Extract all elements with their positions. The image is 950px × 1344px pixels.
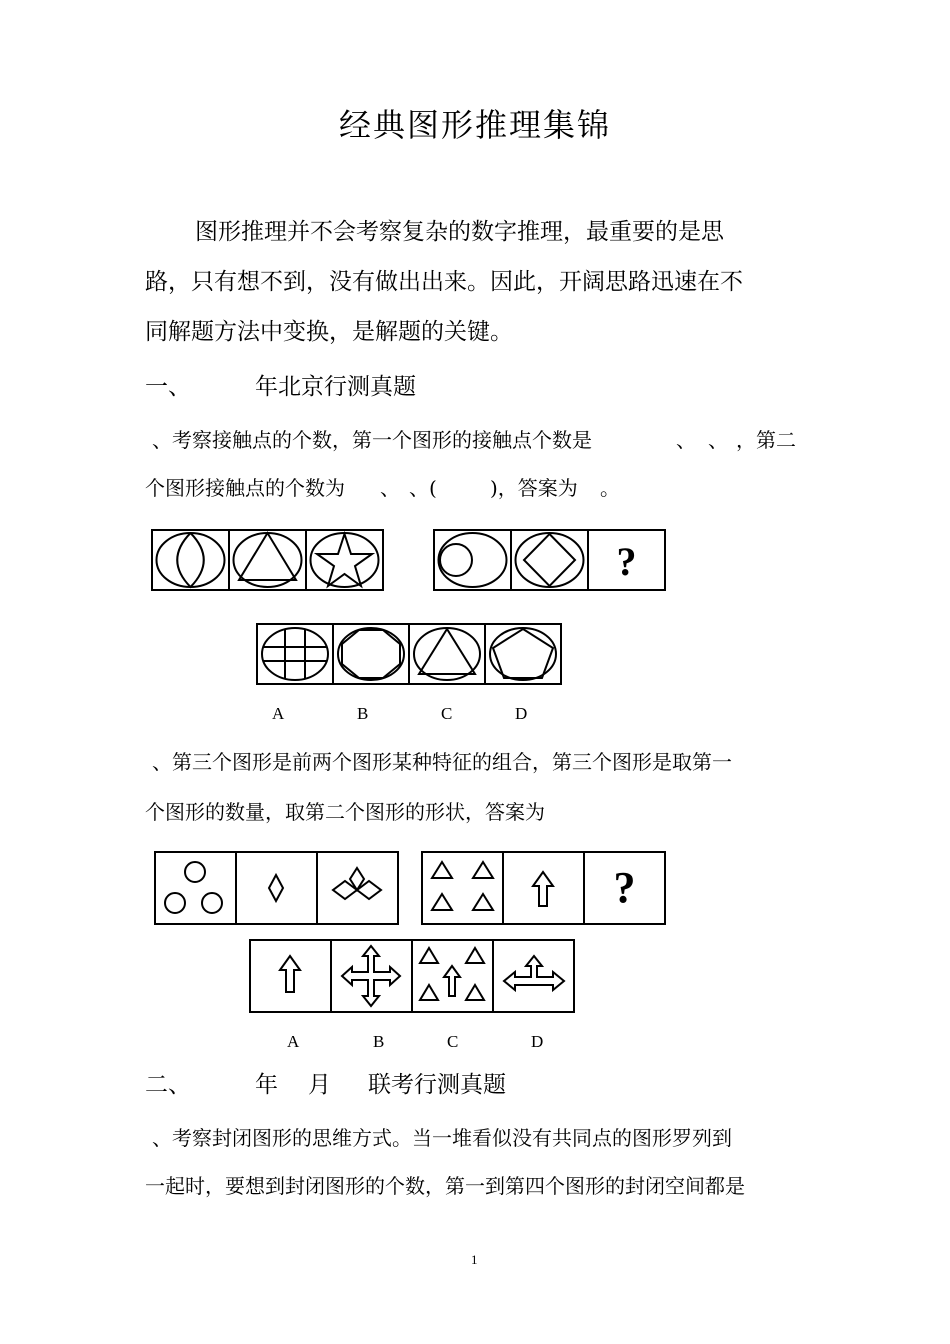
figure1-option-d: D — [515, 704, 528, 723]
figure1-question-mark: ? — [616, 539, 637, 584]
intro-line-1: 图形推理并不会考察复杂的数字推理，最重要的是思 — [195, 219, 724, 245]
s1-item1-line1-b: 、 — [676, 428, 696, 452]
section1-number: 一、 — [145, 374, 191, 400]
figure1-option-b: B — [357, 704, 369, 723]
s1-item1-line1-c: 、 — [708, 428, 728, 452]
figure2-option-b: B — [373, 1032, 385, 1051]
figure2-option-c: C — [447, 1032, 459, 1051]
s1-item2-line1: 、第三个图形是前两个图形某种特征的组合，第三个图形是取第一 — [152, 750, 732, 774]
figure2-sequence-left — [153, 850, 400, 926]
figure1-sequence-left — [150, 528, 385, 593]
s1-item1-line1-a: 、考察接触点的个数，第一个图形的接触点个数是 — [152, 428, 592, 452]
s1-item1-line2-e: 。 — [600, 476, 620, 500]
figure1-option-c: C — [441, 704, 453, 723]
intro-line-2: 路，只有想不到，没有做出出来。因此，开阔思路迅速在不 — [145, 269, 743, 295]
section2-year: 年 — [255, 1072, 278, 1098]
figure1-option-a: A — [272, 704, 285, 723]
figure2-question-mark: ? — [613, 863, 636, 912]
figure2-option-a: A — [287, 1032, 300, 1051]
section1-title: 年北京行测真题 — [255, 374, 416, 400]
page-number: 1 — [471, 1252, 478, 1267]
section2-title: 联考行测真题 — [368, 1072, 506, 1098]
section2-number: 二、 — [145, 1072, 191, 1098]
s1-item1-line2-b: 、 — [380, 476, 400, 500]
figure1-options — [255, 622, 563, 687]
s2-item1-line2: 一起时，要想到封闭图形的个数，第一到第四个图形的封闭空间都是 — [145, 1174, 745, 1198]
s1-item2-line2: 个图形的数量，取第二个图形的形状，答案为 — [145, 800, 545, 824]
page-title: 经典图形推理集锦 — [338, 106, 611, 144]
s1-item1-line2-c: 、( — [409, 476, 437, 500]
figure2-option-d: D — [531, 1032, 544, 1051]
section2-month: 月 — [308, 1072, 331, 1098]
intro-line-3: 同解题方法中变换，是解题的关键。 — [145, 319, 513, 345]
figure2-options — [248, 938, 576, 1014]
s1-item1-line2-a: 个图形接触点的个数为 — [145, 476, 345, 500]
s2-item1-line1: 、考察封闭图形的思维方式。当一堆看似没有共同点的图形罗列到 — [152, 1126, 732, 1150]
s1-item1-line2-d: )，答案为 — [490, 476, 578, 500]
s1-item1-line1-d: ，第二 — [736, 428, 796, 452]
